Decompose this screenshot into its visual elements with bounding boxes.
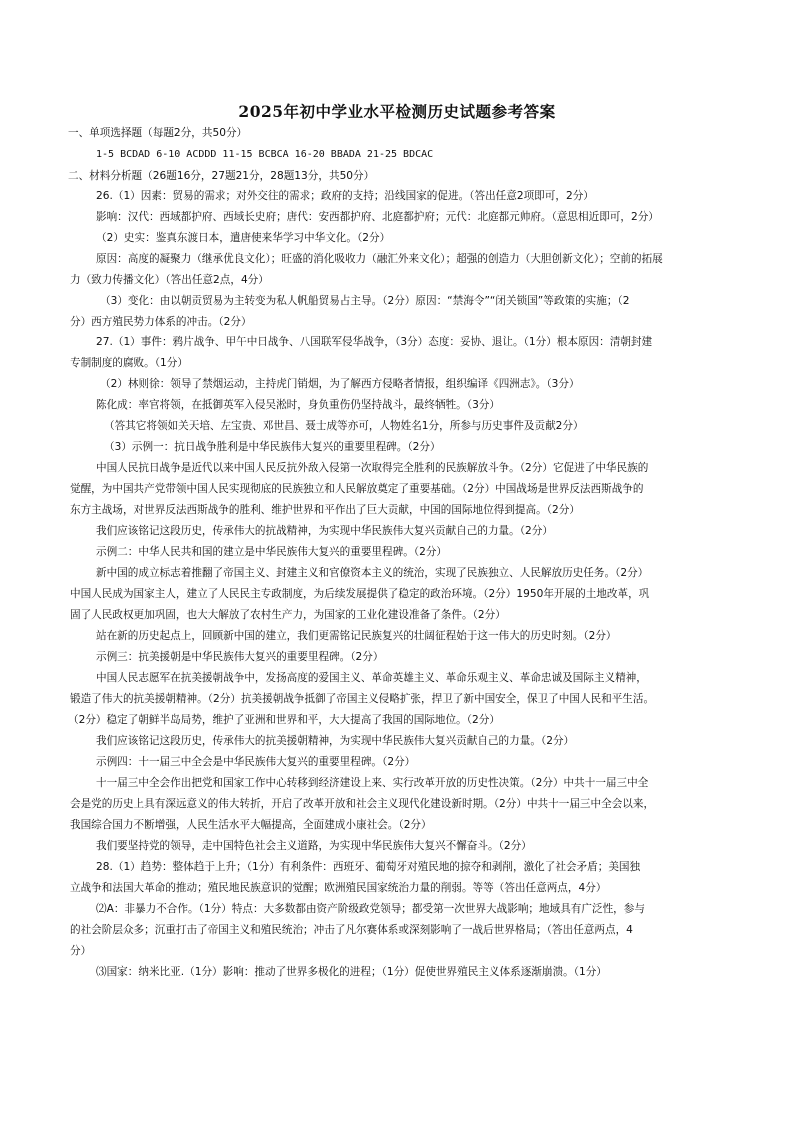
- answer-line: 示例三：抗美援朝是中华民族伟大复兴的重要里程碑。（2分）: [96, 651, 384, 663]
- answer-line: 26.（1）因素：贸易的需求；对外交往的需求；政府的支持；沿线国家的促进。（答出任意2项即可，2分）: [96, 190, 594, 202]
- answer-line: 专制制度的腐败。（1分）: [70, 357, 188, 369]
- answer-line: 1-5 BCDAD 6-10 ACDDD 11-15 BCBCA 16-20 BBADA 21-25 BDCAC: [96, 149, 434, 160]
- answer-line: 分）西方殖民势力体系的冲击。（2分）: [70, 316, 252, 328]
- answer-line: （2）林则徐：领导了禁烟运动，主持虎门销烟，为了解西方侵略者情报，组织编译《四洲志》。（3分）: [100, 378, 580, 390]
- answer-line: 我们应该铭记这段历史，传承伟大的抗美援朝精神，为实现中华民族伟大复兴贡献自己的力量。（2分）: [96, 735, 575, 747]
- answer-line: 示例二：中华人民共和国的建立是中华民族伟大复兴的重要里程碑。（2分）: [96, 546, 448, 558]
- answer-line: （2分）稳定了朝鲜半岛局势，维护了亚洲和世界和平，大大提高了我国的国际地位。（2分）: [68, 714, 500, 726]
- answer-line: 我们要坚持党的领导，走中国特色社会主义道路，为实现中华民族伟大复兴不懈奋斗。（2分）: [96, 840, 532, 852]
- answer-line: 我国综合国力不断增强，人民生活水平大幅提高，全面建成小康社会。（2分）: [70, 819, 432, 831]
- answer-line: 十一届三中全会作出把党和国家工作中心转移到经济建设上来、实行改革开放的历史性决策。（2分）中共十一届三中全: [96, 777, 649, 789]
- answer-line: 东方主战场，对世界反法西斯战争的胜利、维护世界和平作出了巨大贡献，中国的国际地位得到提高。（2分）: [70, 504, 580, 516]
- page-title: 2025年初中学业水平检测历史试题参考答案: [238, 102, 556, 121]
- answer-line: 影响：汉代：西域都护府、西域长史府；唐代：安西都护府、北庭都护府；元代：北庭都元帅府。（意思相近即可，2分）: [96, 211, 659, 223]
- answer-line: 站在新的历史起点上，回顾新中国的建立，我们更需铭记民族复兴的壮阔征程始于这一伟大的历史时刻。（2分）: [96, 630, 617, 642]
- answer-line: 的社会阶层众多；沉重打击了帝国主义和殖民统治；冲击了凡尔赛体系或深刻影响了一战后世界格局；（答出任意两点，4: [70, 924, 633, 936]
- answer-line: ⑶国家：纳米比亚.（1分）影响：推动了世界多极化的进程；（1分）促使世界殖民主义体系逐渐崩溃。（1分）: [96, 966, 607, 978]
- answer-line: 新中国的成立标志着推翻了帝国主义、封建主义和官僚资本主义的统治，实现了民族独立、人民解放历史任务。（2分）: [96, 567, 649, 579]
- answer-line: （3）示例一：抗日战争胜利是中华民族伟大复兴的重要里程碑。（2分）: [104, 441, 441, 453]
- answer-line: 28.（1）趋势：整体趋于上升；（1分）有利条件：西班牙、葡萄牙对殖民地的掠夺和剥削，激化了社会矛盾；美国独: [96, 861, 641, 873]
- answer-line: 固了人民政权更加巩固，也大大解放了农村生产力，为国家的工业化建设准备了条件。（2分）: [70, 609, 506, 621]
- answer-line: 觉醒，为中国共产党带领中国人民实现彻底的民族独立和人民解放奠定了重要基础。（2分）中国战场是世界反法西斯战争的: [70, 483, 644, 495]
- answer-line: 力（致力传播文化）（答出任意2点，4分）: [70, 274, 269, 286]
- answer-line: 立战争和法国大革命的推动；殖民地民族意识的觉醒；欧洲殖民国家统治力量的削弱。等等（答出任意两点，4分）: [70, 882, 607, 894]
- answer-line: 我们应该铭记这段历史，传承伟大的抗战精神，为实现中华民族伟大复兴贡献自己的力量。（2分）: [96, 525, 553, 537]
- answer-line: （2）史实：鉴真东渡日本，遣唐使来华学习中华文化。（2分）: [96, 232, 391, 244]
- answer-line: 会是党的历史上具有深远意义的伟大转折，开启了改革开放和社会主义现代化建设新时期。（2分）中共十一届三中全会以来，: [70, 798, 655, 810]
- answer-line: 中国人民志愿军在抗美援朝战争中，发扬高度的爱国主义、革命英雄主义、革命乐观主义、革命忠诚及国际主义精神，: [96, 672, 647, 684]
- answer-line: 分）: [70, 945, 92, 957]
- section-heading: 二、材料分析题（26题16分，27题21分，28题13分，共50分）: [68, 170, 375, 182]
- answer-line: 原因：高度的凝聚力（继承优良文化）；旺盛的消化吸收力（融汇外来文化）；超强的创造力（大胆创新文化）；空前的拓展: [96, 253, 663, 265]
- answer-line: 示例四：十一届三中全会是中华民族伟大复兴的重要里程碑。（2分）: [96, 756, 416, 768]
- answer-line: 锻造了伟大的抗美援朝精神。（2分）抗美援朝战争抵御了帝国主义侵略扩张，捍卫了新中国安全，保卫了中国人民和平生活。: [70, 693, 655, 705]
- answer-line: 中国人民成为国家主人，建立了人民民主专政制度，为后续发展提供了稳定的政治环境。（2分）1950年开展的土地改革，巩: [70, 588, 650, 600]
- answer-line: 陈化成：率官将领，在抵御英军入侵吴淞时，身负重伤仍坚持战斗，最终牺牲。（3分）: [96, 399, 500, 411]
- answer-line: 中国人民抗日战争是近代以来中国人民反抗外敌入侵第一次取得完全胜利的民族解放斗争。（2分）它促进了中华民族的: [96, 462, 649, 474]
- answer-line: ⑵A：非暴力不合作。（1分）特点：大多数都由资产阶级政党领导；都受第一次世界大战影响；地域具有广泛性，参与: [96, 903, 645, 915]
- answer-line: （3）变化：由以朝贡贸易为主转变为私人帆船贸易占主导。（2分）原因：“禁海令”“闭关锁国”等政策的实施；（2: [100, 295, 630, 307]
- answer-line: 27.（1）事件：鸦片战争、甲午中日战争、八国联军侵华战争，（3分）态度：妥协、退让。（1分）根本原因：清朝封建: [96, 336, 653, 348]
- section-heading: 一、单项选择题（每题2分，共50分）: [68, 127, 248, 139]
- answer-line: （答其它将领如关天培、左宝贵、邓世昌、聂士成等亦可，人物姓名1分，所参与历史事件及贡献2分）: [104, 420, 584, 432]
